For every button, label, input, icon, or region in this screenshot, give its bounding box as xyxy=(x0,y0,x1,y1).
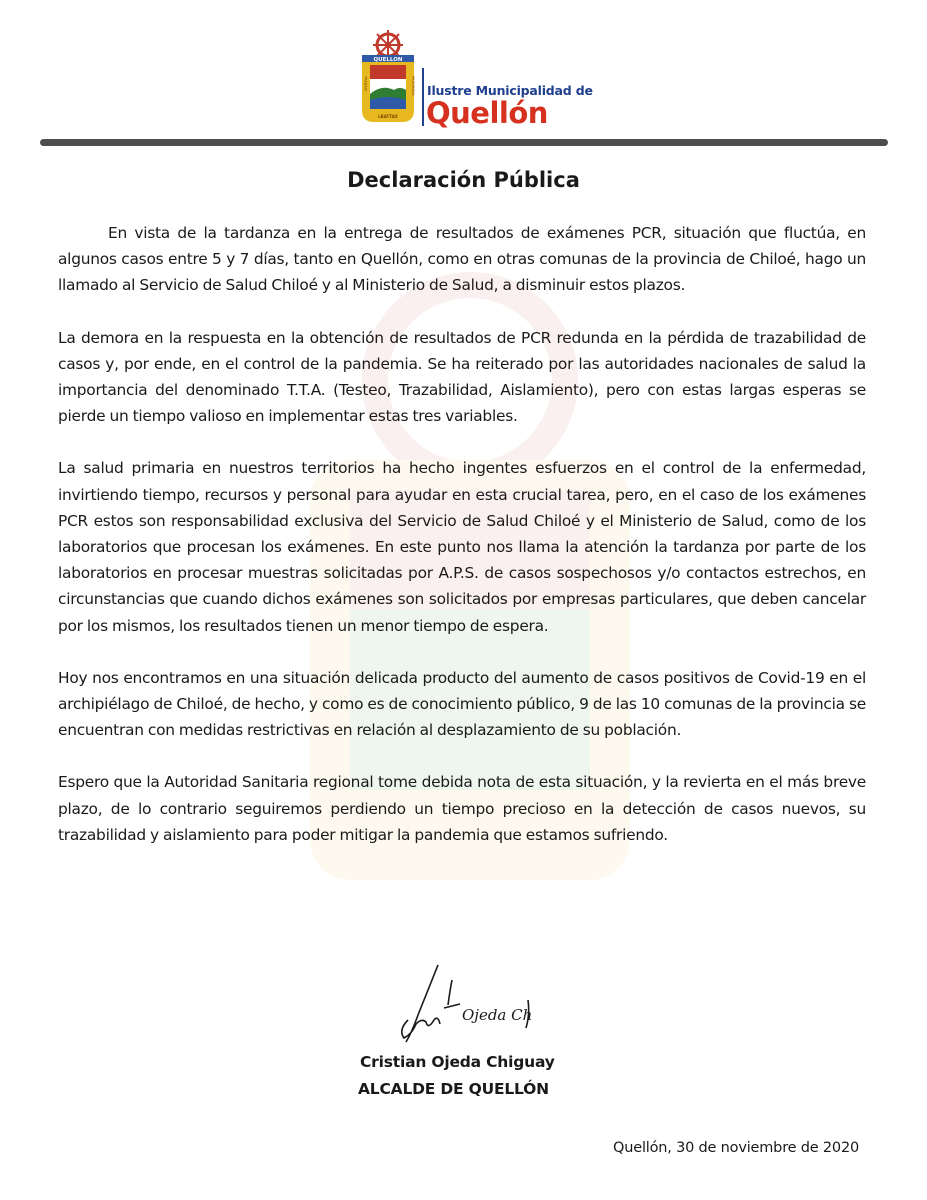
paragraph-2: La demora en la respuesta en la obtención de resultados de PCR redunda en la pérdida de trazabilidad de casos y, por ende, en el control de la pandemia. Se ha reiterado por las autoridades nacionales de salud la importancia del denominado T.T.A. (Testeo, Trazabilidad, Aislamiento), pero con estas largas esperas se pierde un tiempo valioso en implementar estas tres variables. xyxy=(58,328,866,426)
municipal-crest-logo xyxy=(358,28,418,124)
crest-banner: QUELLON xyxy=(373,57,403,63)
crest-footer: LBATTAX xyxy=(378,114,398,119)
letterhead xyxy=(358,28,593,130)
signatory-name: Cristian Ojeda Chiguay xyxy=(360,1053,555,1071)
paragraph-3: La salud primaria en nuestros territorios ha hecho ingentes esfuerzos en el control de la enfermedad, invirtiendo tiempo, recursos y personal para ayudar en esta crucial tarea, pero, en el caso de los exámenes PCR estos son responsabilidad exclusiva del Servicio de Salud Chiloé y el Ministerio de Salud, como de los laboratorios que procesan los exámenes. En este punto nos llama la atención la tardanza por parte de los laboratorios en procesar muestras solicitadas por A.P.S. de casos sospechosos y/o contactos estrechos, en circunstancias que cuando dichos exámenes son solicitados por empresas particulares, que deben cancelar por los mismos, los resultados tienen un menor tiempo de espera. xyxy=(58,459,866,635)
header-rule xyxy=(40,139,888,146)
org-name-line1: Ilustre Municipalidad de xyxy=(427,83,593,98)
paragraph-1: En vista de la tardanza en la entrega de resultados de exámenes PCR, situación que fluctúa, en algunos casos entre 5 y 7 días, tanto en Quellón, como en otras comunas de la provincia de Chiloé, hago un llamado al Servicio de Salud Chiloé y al Ministerio de Salud, a disminuir estos plazos. xyxy=(58,224,866,295)
paragraph-5: Espero que la Autoridad Sanitaria regional tome debida nota de esta situación, y la revierta en el más breve plazo, de lo contrario seguiremos perdiendo un tiempo precioso en la detección de casos nuevos, su trazabilidad y aislamiento para poder mitigar la pandemia que estamos sufriendo. xyxy=(58,773,866,844)
signatory-role: ALCALDE DE QUELLÓN xyxy=(358,1080,549,1098)
date-line: Quellón, 30 de noviembre de 2020 xyxy=(613,1140,859,1156)
header-divider xyxy=(422,68,424,126)
handwritten-signature xyxy=(378,960,548,1055)
document-body xyxy=(58,220,866,874)
document-title: Declaración Pública xyxy=(347,168,580,192)
crest-motto-right: PROGRESO xyxy=(411,76,415,96)
org-name-line2: Quellón xyxy=(426,96,548,130)
signature-script: Ojeda Ch xyxy=(462,1006,533,1024)
crest-motto-left: TRABAJO xyxy=(363,76,368,92)
paragraph-4: Hoy nos encontramos en una situación delicada producto del aumento de casos positivos de Covid-19 en el archipiélago de Chiloé, de hecho, y como es de conocimiento público, 9 de las 10 comunas de la provincia se encuentran con medidas restrictivas en relación al desplazamiento de su población. xyxy=(58,668,866,740)
